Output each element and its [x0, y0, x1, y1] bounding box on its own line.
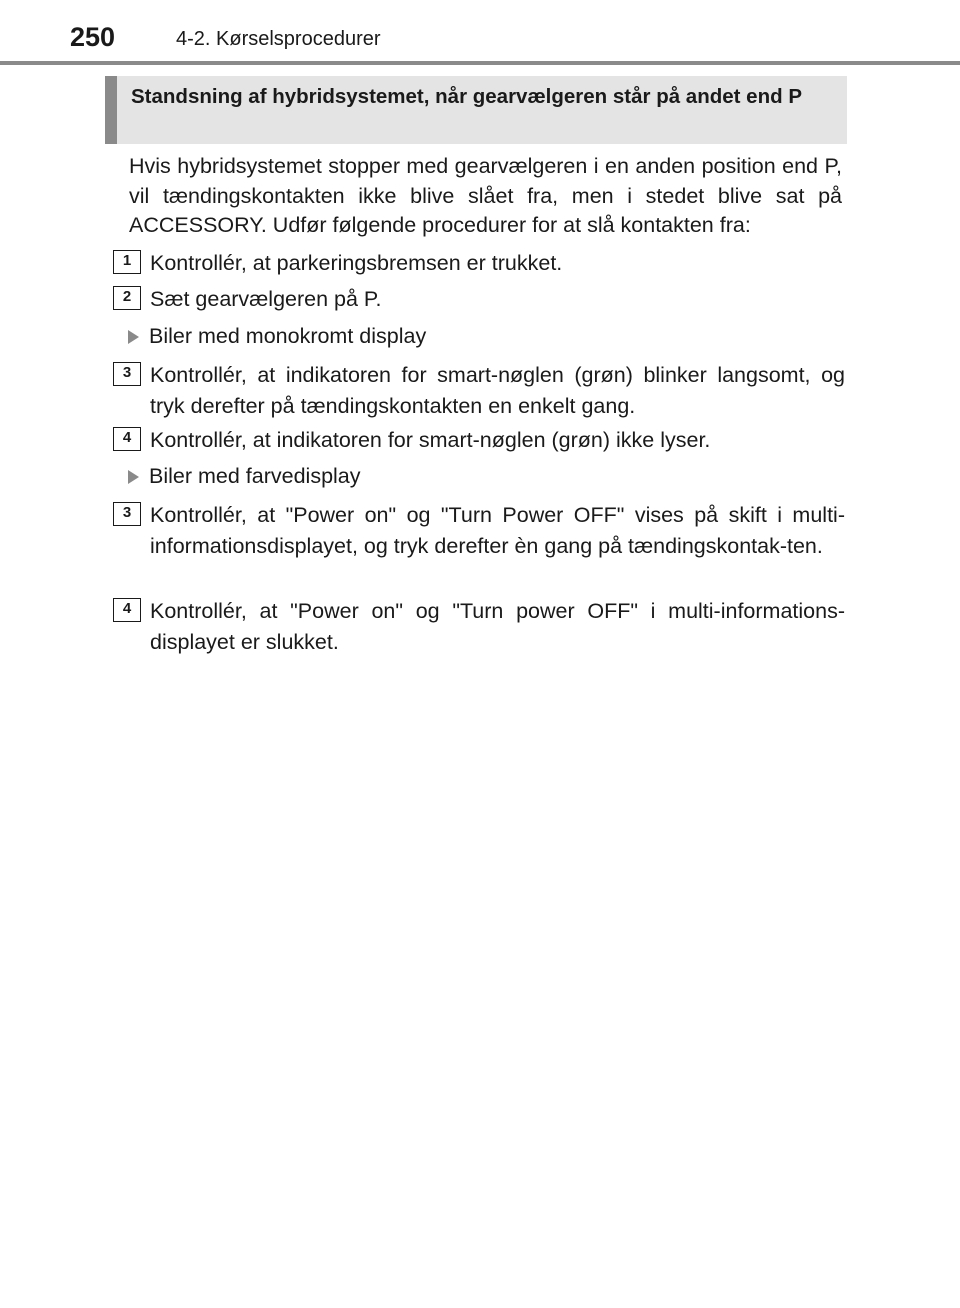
step-text: Kontrollér, at indikatoren for smart-nøglen (grøn) blinker langsomt, og tryk derefter på tændingskontakten en enkelt gang. — [150, 363, 845, 418]
step-number-badge: 4 — [113, 598, 141, 622]
variant-mono-label — [128, 321, 828, 352]
step-number-badge: 2 — [113, 286, 141, 310]
page-number: 250 — [70, 22, 116, 52]
heading-text: Standsning af hybridsystemet, når gearvælgeren står på andet end P — [131, 85, 802, 108]
header-rule — [0, 61, 960, 65]
step-text: Kontrollér, at "Power on" og "Turn power OFF" i multi-informations-displayet er slukket. — [150, 599, 845, 654]
variant-label: Biler med monokromt display — [149, 324, 427, 348]
step-number-badge: 1 — [113, 250, 141, 274]
step-text: Kontrollér, at parkeringsbremsen er trukket. — [150, 251, 563, 275]
step-text: Kontrollér, at indikatoren for smart-nøglen (grøn) ikke lyser. — [150, 428, 711, 452]
step-4-color — [113, 596, 845, 658]
section-title: 4-2. Kørselsprocedurer — [176, 28, 381, 50]
step-text: Sæt gearvælgeren på P. — [150, 287, 382, 311]
step-2 — [113, 284, 845, 315]
step-3-color — [113, 500, 845, 562]
step-number-badge: 3 — [113, 362, 141, 386]
step-3-mono — [113, 360, 845, 422]
step-4-mono — [113, 425, 845, 456]
step-number-badge: 3 — [113, 502, 141, 526]
heading-box — [105, 76, 847, 144]
intro-paragraph: Hvis hybridsystemet stopper med gearvælgeren i en anden position end P, vil tændingskontakten ikke blive slået fra, men i stedet blive sat på ACCESSORY. Udfør følgende procedurer for at slå kontakten fra: — [129, 154, 842, 237]
variant-label: Biler med farvedisplay — [149, 464, 361, 488]
variant-color-label — [128, 461, 828, 492]
step-1 — [113, 248, 845, 279]
triangle-bullet-icon — [128, 330, 139, 344]
step-number-badge: 4 — [113, 427, 141, 451]
triangle-bullet-icon — [128, 470, 139, 484]
step-text: Kontrollér, at "Power on" og "Turn Power OFF" vises på skift i multi-informationsdisplayet, og tryk derefter èn gang på tændingskontak-ten. — [150, 503, 845, 558]
